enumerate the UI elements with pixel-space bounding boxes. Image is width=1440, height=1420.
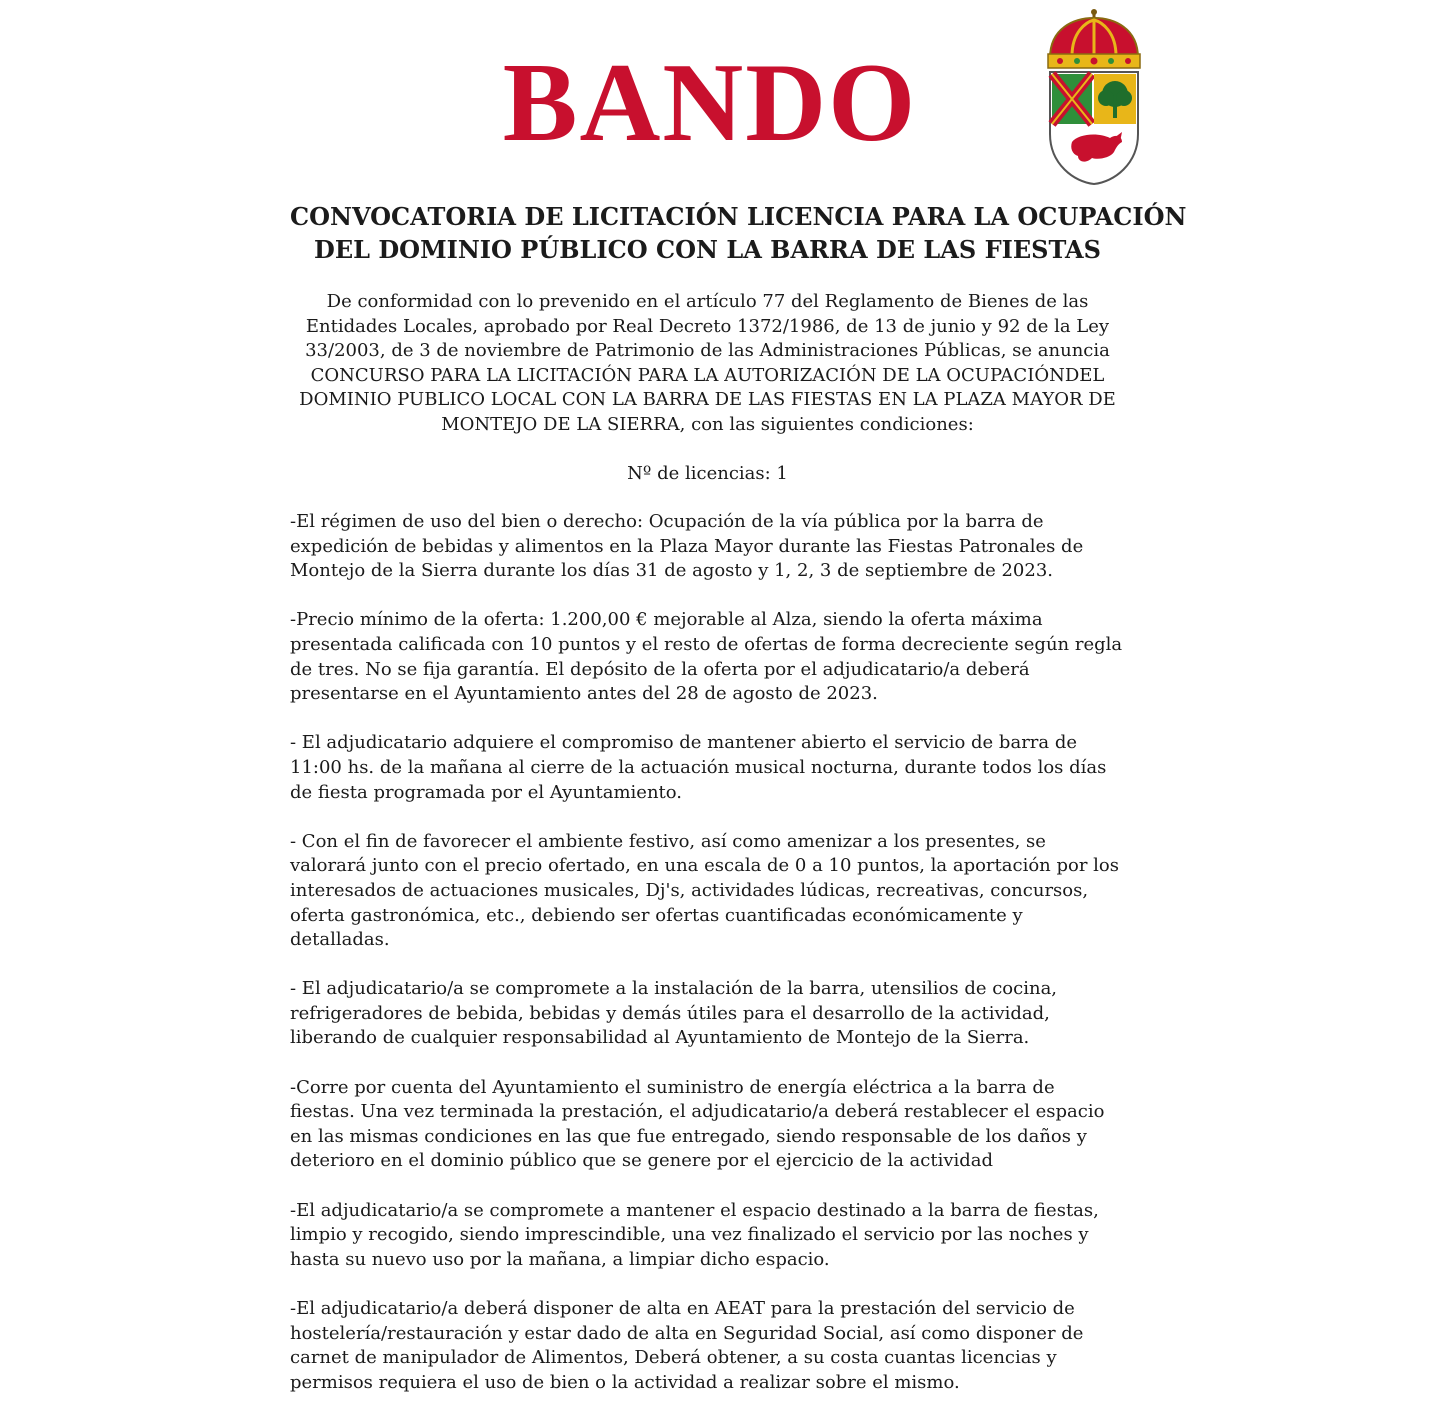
- condition-paragraph: - El adjudicatario/a se compromete a la instalación de la barra, utensilios de cocina, refrigeradores de bebida, bebidas y demás útiles para el desarrollo de la actividad, liberando de cualquier responsabilidad al Ayuntamiento de Montejo de la Sierra.: [290, 978, 1058, 1049]
- condition-paragraph: - El adjudicatario adquiere el compromiso de mantener abierto el servicio de barra de 11:00 hs. de la mañana al cierre de la actuación musical nocturna, durante todos los días de fiesta programada por el Ayuntamiento.: [290, 732, 1107, 803]
- condition-paragraph: -El régimen de uso del bien o derecho: Ocupación de la vía pública por la barra de expedición de bebidas y alimentos en la Plaza Mayor durante las Fiestas Patronales de Montejo de la Sierra durante los días 31 de agosto y 1, 2, 3 de septiembre de 2023.: [290, 511, 1084, 582]
- conditions-list: [290, 510, 1125, 1420]
- condition-paragraph: -Corre por cuenta del Ayuntamiento el suministro de energía eléctrica a la barra de fiestas. Una vez terminada la prestación, el adjudicatario/a deberá restablecer el espacio en las mismas condiciones en las que fue entregado, siendo responsable de los daños y deterioro en el dominio público que se genere por el ejercicio de la actividad: [290, 1076, 1105, 1172]
- licencias-count: Nº de licencias: 1: [627, 463, 788, 484]
- intro-paragraph: De conformidad con lo prevenido en el artículo 77 del Reglamento de Bienes de las Entidades Locales, aprobado por Real Decreto 1372/1986, de 13 de junio y 92 de la Ley 33/2003, de 3 de noviembre de Patrimonio de las Administraciones Públicas, se anuncia CONCURSO PARA LA LICITACIÓN PARA LA AUTORIZACIÓN DE LA OCUPACIÓNDEL DOMINIO PUBLICO LOCAL CON LA BARRA DE LAS FIESTAS EN LA PLAZA MAYOR DE MONTEJO DE LA SIERRA, con las siguientes condiciones:: [299, 291, 1116, 435]
- subject-line-2: DEL DOMINIO PÚBLICO CON LA BARRA DE LAS FIESTAS: [314, 235, 1101, 264]
- condition-paragraph: -El adjudicatario/a se compromete a mantener el espacio destinado a la barra de fiestas, limpio y recogido, siendo imprescindible, una vez finalizado el servicio por las noches y hasta su nuevo uso por la mañana, a limpiar dicho espacio.: [290, 1199, 1099, 1270]
- crown-icon: [1048, 9, 1140, 68]
- document-subject: [290, 200, 1187, 266]
- condition-paragraph: -Precio mínimo de la oferta: 1.200,00 € mejorable al Alza, siendo la oferta máxima presentada calificada con 10 puntos y el resto de ofertas de forma decreciente según regla de tres. No se fija garantía. El depósito de la oferta por el adjudicatario/a deberá presentarse en el Ayuntamiento antes del 28 de agosto de 2023.: [290, 609, 1123, 705]
- condition-paragraph: - Con el fin de favorecer el ambiente festivo, así como amenizar a los presentes, se valorará junto con el precio ofertado, en una escala de 0 a 10 puntos, la aportación por los interesados de actuaciones musicales, Dj's, actividades lúdicas, recreativas, concursos, oferta gastronómica, etc., debiendo ser ofertas cuantificadas económicamente y detalladas.: [290, 830, 1120, 951]
- subject-line-1: CONVOCATORIA DE LICITACIÓN LICENCIA PARA LA OCUPACIÓN: [290, 202, 1187, 231]
- document-title: BANDO: [502, 41, 918, 165]
- shield-icon: [1050, 72, 1138, 184]
- municipal-coat-of-arms-icon: [1042, 6, 1146, 186]
- condition-paragraph: -El adjudicatario/a deberá disponer de alta en AEAT para la prestación del servicio de hostelería/restauración y estar dado de alta en Seguridad Social, así como disponer de carnet de manipulador de Alimentos, Deberá obtener, a su costa cuantas licencias y permisos requiera el uso de bien o la actividad a realizar sobre el mismo.: [290, 1298, 1084, 1393]
